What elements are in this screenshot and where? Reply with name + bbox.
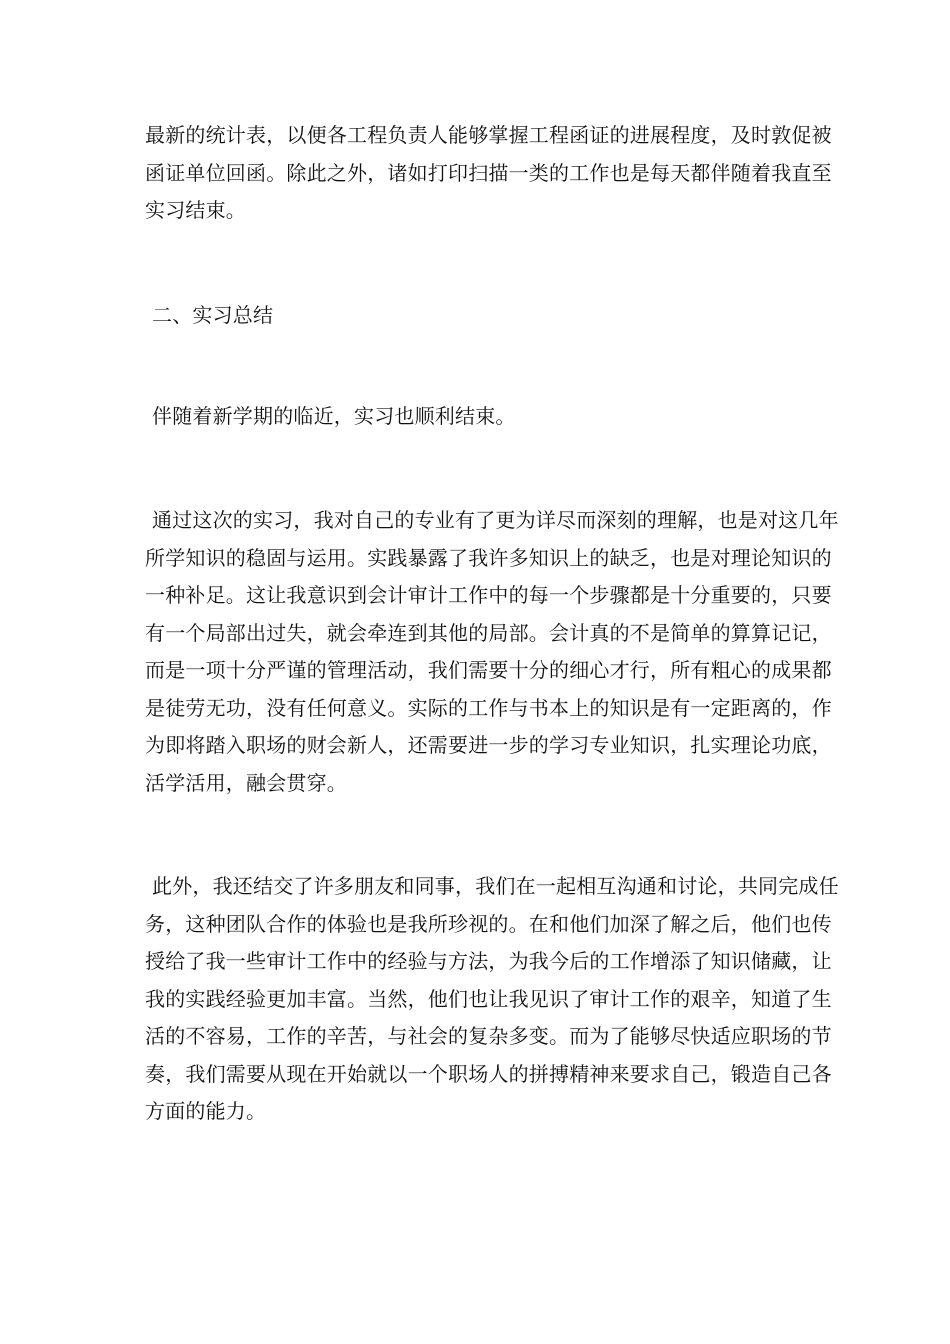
paragraph-internship-end [145,398,810,436]
text-line: 函证单位回函。除此之外，诸如打印扫描一类的工作也是每天都伴随着我直至 [145,160,832,185]
section-heading-text: 二、实习总结 [152,303,274,327]
text-line: 实习结束。 [145,198,246,222]
text-line: 活的不容易，工作的辛苦，与社会的复杂多变。而为了能够尽快适应职场的节 [145,1024,832,1048]
text-line: 通过这次的实习，我对自己的专业有了更为详尽而深刻的理解，也是对这几年 [152,508,839,532]
text-line: 此外，我还结交了许多朋友和同事，我们在一起相互沟通和讨论，共同完成任 [152,874,839,898]
text-line: 活学活用，融会贯穿。 [145,770,347,795]
section-heading [145,297,810,335]
paragraph-intro-continuation [145,117,832,230]
paragraph-reflection [145,502,839,802]
text-line: 我的实践经验更加丰富。当然，他们也让我见识了审计工作的艰辛，知道了生 [145,986,832,1011]
text-line: 有一个局部出过失，就会牵连到其他的局部。会计真的不是简单的算算记记， [145,620,832,645]
text-line: 授给了我一些审计工作中的经验与方法，为我今后的工作增添了知识储藏，让 [145,949,832,973]
text-line: 伴随着新学期的临近，实习也顺利结束。 [152,404,516,428]
text-line: 是徒劳无功，没有任何意义。实际的工作与书本上的知识是有一定距离的，作 [145,695,832,720]
paragraph-teamwork [145,868,839,1131]
text-line: 方面的能力。 [145,1099,267,1123]
text-line: 最新的统计表，以便各工程负责人能够掌握工程函证的进展程度，及时敦促被 [145,123,832,147]
text-line: 而是一项十分严谨的管理活动，我们需要十分的细心才行，所有粗心的成果都 [145,658,832,682]
text-line: 为即将踏入职场的财会新人，还需要进一步的学习专业知识，扎实理论功底， [145,733,832,757]
text-line: 奏，我们需要从现在开始就以一个职场人的拼搏精神来要求自己，锻造自己各 [145,1061,832,1086]
text-line: 一种补足。这让我意识到会计审计工作中的每一个步骤都是十分重要的，只要 [145,583,832,607]
text-line: 务，这种团队合作的体验也是我所珍视的。在和他们加深了解之后，他们也传 [145,911,832,936]
text-line: 所学知识的稳固与运用。实践暴露了我许多知识上的缺乏，也是对理论知识的 [145,545,832,570]
